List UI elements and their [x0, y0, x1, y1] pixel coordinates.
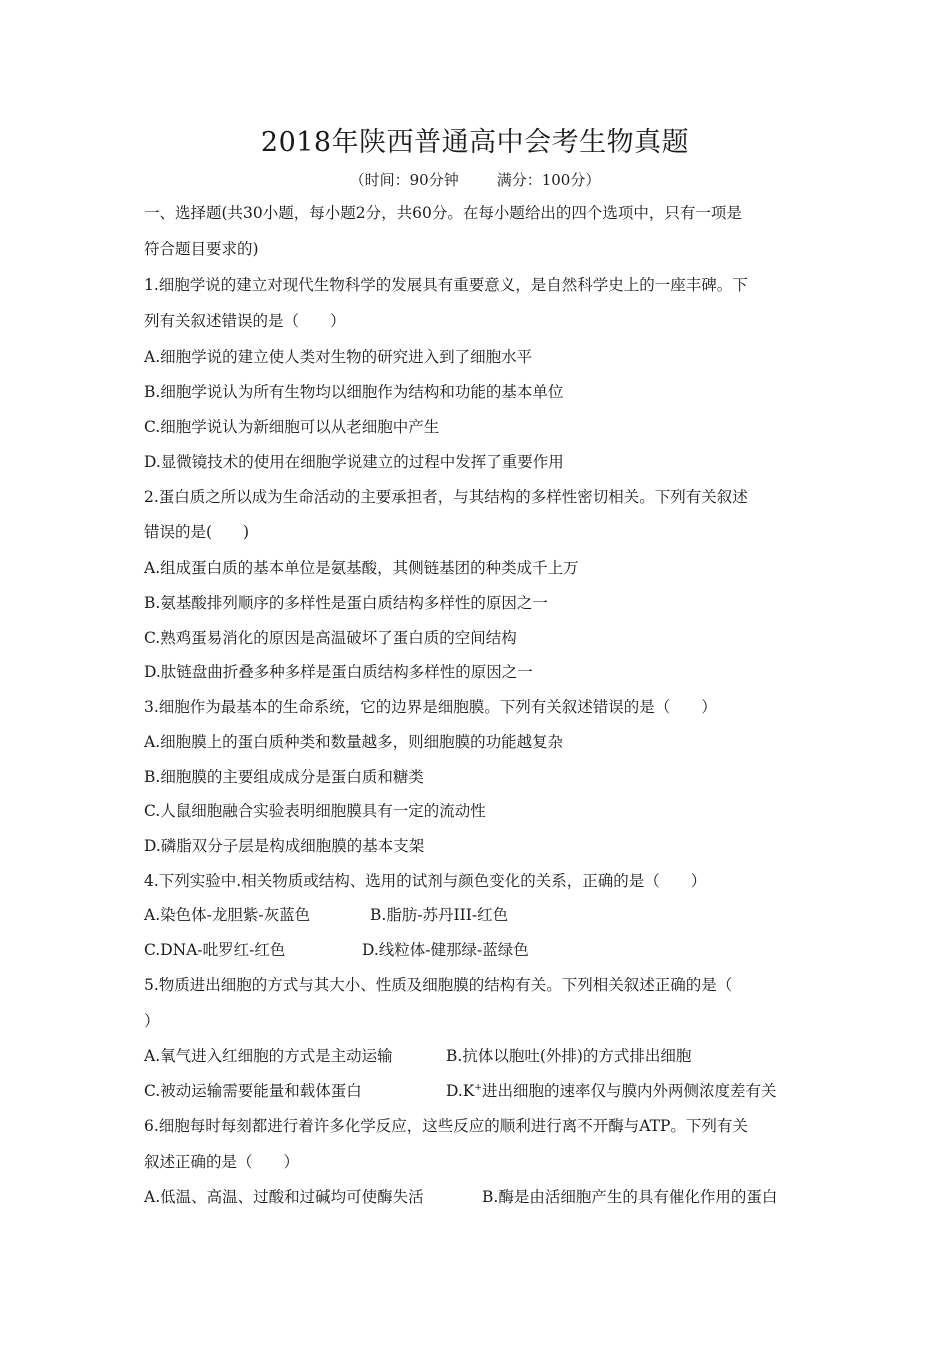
question-3-option-c: C.人鼠细胞融合实验表明细胞膜具有一定的流动性	[144, 802, 486, 820]
question-3-option-b: B.细胞膜的主要组成成分是蛋白质和糖类	[144, 768, 424, 786]
exam-score: 满分：100分）	[496, 171, 601, 189]
question-3-stem: 3.细胞作为最基本的生命系统，它的边界是细胞膜。下列有关叙述错误的是（ ）	[144, 698, 717, 716]
question-6-options-ab	[144, 1186, 777, 1208]
question-5-stem: 5.物质进出细胞的方式与其大小、性质及细胞膜的结构有关。下列相关叙述正确的是（	[144, 976, 733, 994]
question-2-stem: 2.蛋白质之所以成为生命活动的主要承担者，与其结构的多样性密切相关。下列有关叙述	[144, 488, 748, 506]
exam-info	[0, 170, 950, 190]
question-5-stem-cont: ）	[144, 1012, 160, 1030]
question-3-option-d: D.磷脂双分子层是构成细胞膜的基本支架	[144, 837, 425, 855]
question-5-option-c: C.被动运输需要能量和载体蛋白	[144, 1082, 362, 1100]
question-2-option-a: A.组成蛋白质的基本单位是氨基酸，其侧链基团的种类成千上万	[144, 559, 579, 577]
question-5-options-cd	[144, 1080, 776, 1102]
question-4-options-cd	[144, 939, 529, 961]
question-6-option-b: B.酶是由活细胞产生的具有催化作用的蛋白	[482, 1188, 778, 1206]
question-2-option-c: C.熟鸡蛋易消化的原因是高温破坏了蛋白质的空间结构	[144, 629, 517, 647]
question-1-option-c: C.细胞学说认为新细胞可以从老细胞中产生	[144, 418, 440, 436]
section-heading-cont: 符合题目要求的)	[144, 240, 259, 258]
page-title: 2018年陕西普通高中会考生物真题	[260, 127, 690, 158]
question-6-option-a: A.低温、高温、过酸和过碱均可使酶失活	[144, 1188, 424, 1206]
question-4-stem: 4.下列实验中.相关物质或结构、选用的试剂与颜色变化的关系，正确的是（ ）	[144, 872, 707, 890]
question-6-stem: 6.细胞每时每刻都进行着许多化学反应，这些反应的顺利进行离不开酶与ATP。下列有关	[144, 1117, 748, 1135]
question-2-option-d: D.肽链盘曲折叠多种多样是蛋白质结构多样性的原因之一	[144, 663, 533, 681]
section-heading: 一、选择题(共30小题，每小题2分，共60分。在每小题给出的四个选项中，只有一项是	[144, 204, 742, 222]
superscript-plus: +	[474, 1082, 482, 1093]
question-6-stem-cont: 叙述正确的是（ ）	[144, 1153, 300, 1171]
question-5-option-b: B.抗体以胞吐(外排)的方式排出细胞	[446, 1047, 692, 1065]
question-4-option-c: C.DNA-吡罗红-红色	[144, 941, 286, 959]
question-1-stem: 1.细胞学说的建立对现代生物科学的发展具有重要意义，是自然科学史上的一座丰碑。下	[144, 276, 748, 294]
question-5-options-ab	[144, 1045, 691, 1067]
question-1-option-b: B.细胞学说认为所有生物均以细胞作为结构和功能的基本单位	[144, 383, 564, 401]
question-1-option-a: A.细胞学说的建立使人类对生物的研究进入到了细胞水平	[144, 348, 533, 366]
question-4-options-ab	[144, 904, 508, 926]
exam-time: （时间：90分钟	[349, 171, 459, 189]
question-5-option-a: A.氧气进入红细胞的方式是主动运输	[144, 1047, 393, 1065]
question-1-stem-cont: 列有关叙述错误的是（ ）	[144, 312, 346, 330]
question-4-option-d: D.线粒体-健那绿-蓝绿色	[362, 941, 529, 959]
question-2-option-b: B.氨基酸排列顺序的多样性是蛋白质结构多样性的原因之一	[144, 594, 548, 612]
question-4-option-b: B.脂肪-苏丹III-红色	[370, 906, 509, 924]
question-5-option-d: D.K+进出细胞的速率仅与膜内外两侧浓度差有关	[446, 1082, 777, 1100]
question-2-stem-cont: 错误的是( )	[144, 523, 250, 541]
question-3-option-a: A.细胞膜上的蛋白质种类和数量越多，则细胞膜的功能越复杂	[144, 733, 564, 751]
question-4-option-a: A.染色体-龙胆紫-灰蓝色	[144, 906, 311, 924]
question-1-option-d: D.显微镜技术的使用在细胞学说建立的过程中发挥了重要作用	[144, 453, 564, 471]
